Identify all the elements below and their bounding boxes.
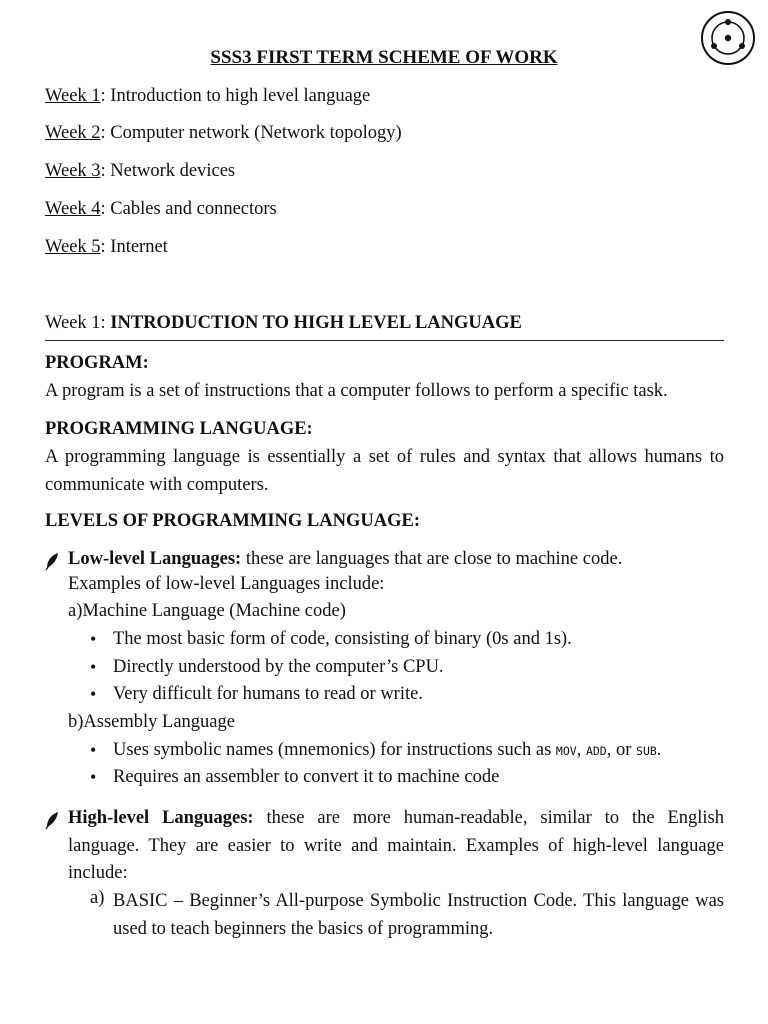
high-level-term: High-level Languages: bbox=[68, 808, 254, 828]
week-label: Week 5 bbox=[45, 237, 101, 257]
program-heading: PROGRAM: bbox=[45, 353, 149, 373]
week-item bbox=[45, 161, 235, 182]
list-marker: a) bbox=[90, 888, 105, 908]
mnemonic-sub: SUB bbox=[636, 744, 657, 758]
week-topic: : Introduction to high level language bbox=[100, 86, 371, 106]
leaf-bullet-icon bbox=[44, 810, 60, 830]
leaf-bullet-icon bbox=[44, 551, 60, 571]
lesson-title: INTRODUCTION TO HIGH LEVEL LANGUAGE bbox=[110, 313, 522, 333]
machine-bullet: Directly understood by the computer’s CPU. bbox=[113, 657, 444, 677]
program-definition: A program is a set of instructions that a computer follows to perform a specific task. bbox=[45, 381, 668, 401]
round-bullet-icon: • bbox=[90, 657, 97, 677]
week-label: Week 1 bbox=[45, 86, 101, 106]
assembly-bullet-text: Uses symbolic names (mnemonics) for instructions such as bbox=[113, 740, 556, 760]
week-label: Week 3 bbox=[45, 161, 101, 181]
round-bullet-icon: • bbox=[90, 740, 97, 760]
week-label: Week 4 bbox=[45, 199, 101, 219]
week-item bbox=[45, 86, 370, 107]
basic-example: BASIC – Beginner’s All-purpose Symbolic Instruction Code. This language was used to teach beginners the basics of programming. bbox=[113, 891, 724, 939]
round-bullet-icon: • bbox=[90, 767, 97, 787]
high-level-desc: these are more human-readable, similar to the English language. They are easier to write and maintain. Examples of high-level language include: bbox=[68, 808, 724, 883]
list-marker: b) bbox=[68, 712, 84, 732]
heading-divider bbox=[45, 340, 724, 341]
week-topic: : Network devices bbox=[100, 161, 236, 181]
programming-language-heading: PROGRAMMING LANGUAGE: bbox=[45, 419, 313, 439]
week-topic: : Internet bbox=[100, 237, 168, 257]
week-topic: : Computer network (Network topology) bbox=[100, 123, 402, 143]
week-topic: : Cables and connectors bbox=[100, 199, 277, 219]
week-item bbox=[45, 237, 168, 258]
assembly-language-item bbox=[68, 712, 235, 733]
mnemonic-mov: MOV bbox=[555, 744, 577, 758]
round-bullet-icon: • bbox=[90, 684, 97, 704]
assembly-bullet: Requires an assembler to convert it to machine code bbox=[113, 767, 500, 787]
machine-bullet: Very difficult for humans to read or write. bbox=[113, 684, 423, 704]
separator: , bbox=[576, 740, 586, 760]
levels-heading: LEVELS OF PROGRAMMING LANGUAGE: bbox=[45, 511, 420, 531]
machine-language-item bbox=[68, 601, 346, 622]
high-level-description bbox=[68, 805, 724, 888]
end-dot: . bbox=[656, 740, 662, 760]
week-item bbox=[45, 123, 402, 144]
separator: , or bbox=[606, 740, 637, 760]
week-label: Week 2 bbox=[45, 123, 101, 143]
lesson-heading bbox=[45, 313, 522, 334]
low-level-term: Low-level Languages: bbox=[68, 549, 242, 569]
round-bullet-icon: • bbox=[90, 629, 97, 649]
machine-language-label: Machine Language (Machine code) bbox=[82, 601, 346, 621]
assembly-language-label: Assembly Language bbox=[83, 712, 235, 732]
mnemonic-add: ADD bbox=[585, 744, 607, 758]
low-level-description bbox=[68, 546, 724, 574]
machine-bullet: The most basic form of code, consisting of binary (0s and 1s). bbox=[113, 629, 572, 649]
programming-language-definition: A programming language is essentially a set of rules and syntax that allows humans to communicate with computers. bbox=[45, 447, 724, 495]
low-level-desc: these are languages that are close to machine code. bbox=[241, 549, 623, 569]
lesson-week-prefix: Week 1: bbox=[45, 313, 111, 333]
low-level-examples-intro: Examples of low-level Languages include: bbox=[68, 574, 385, 594]
list-marker: a) bbox=[68, 601, 83, 621]
page-title: SSS3 FIRST TERM SCHEME OF WORK bbox=[210, 47, 558, 68]
week-item bbox=[45, 199, 277, 220]
assembly-bullet bbox=[113, 740, 661, 761]
